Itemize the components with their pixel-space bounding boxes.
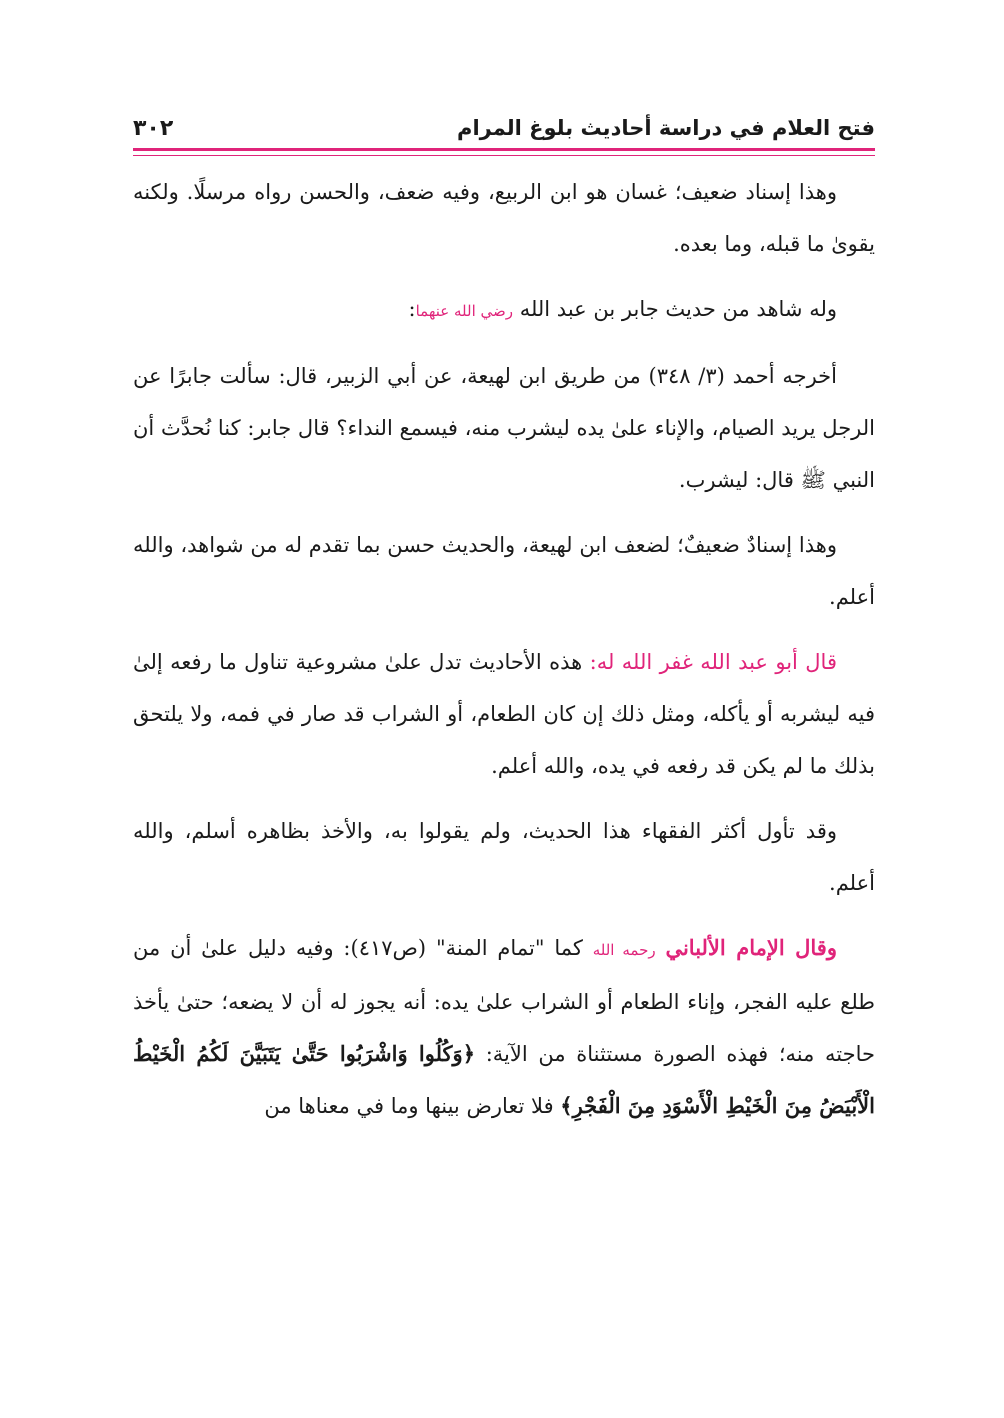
author-comment-lead: قال أبو عبد الله غفر الله له: — [589, 650, 837, 674]
book-reference: "تمام المنة" — [435, 936, 545, 960]
paragraph-5-text: هذه الأحاديث تدل علىٰ مشروعية تناول ما رفعه إلىٰ فيه ليشربه أو يأكله، ومثل ذلك إن كان الطعام، أو الشراب قد صار في فمه، ولا يلتحق بذلك ما لم يكن قد رفعه في يده، والله أعلم. — [133, 650, 875, 778]
paragraph-3: أخرجه أحمد (٣/ ٣٤٨) من طريق ابن لهيعة، عن أبي الزبير، قال: سألت جابرًا عن الرجل يريد الصيام، والإناء علىٰ يده ليشرب منه، فيسمع النداء؟ قال جابر: كنا نُحدَّث أن النبي ﷺ قال: ليشرب. — [133, 364, 875, 492]
paragraph-7-text-2: (ص٤١٧): وفيه دليل علىٰ أن من طلع عليه الفجر، وإناء الطعام أو الشراب علىٰ يده: أنه يجوز له أن لا يضعه؛ حتىٰ يأخذ حاجته منه؛ فهذه الصورة مستثناة من الآية: — [133, 936, 875, 1066]
paragraph-7 — [133, 922, 875, 1132]
book-title: فتح العلام في دراسة أحاديث بلوغ المرام — [457, 116, 875, 140]
paragraph-2-text: وله شاهد من حديث جابر بن عبد الله — [513, 297, 837, 321]
paragraph-5 — [133, 636, 875, 792]
page-number: ٣٠٢ — [133, 116, 174, 141]
honorific-glyph: رحمه الله — [592, 941, 656, 959]
page-header — [133, 110, 875, 150]
header-rule-thick — [133, 148, 875, 151]
paragraph-7-text-3: فلا تعارض بينها وما في معناها من — [264, 1094, 561, 1118]
paragraph-7-text-1: كما — [544, 936, 593, 960]
quran-verse: ﴿وَكُلُوا وَاشْرَبُوا حَتَّىٰ يَتَبَيَّنَ لَكُمُ الْخَيْطُ الْأَبْيَضُ مِنَ الْخَيْطِ الْأَسْوَدِ مِنَ الْفَجْرِ﴾ — [133, 1041, 875, 1118]
paragraph-2 — [133, 283, 875, 337]
paragraph-2-end: : — [408, 297, 416, 321]
paragraph-1: وهذا إسناد ضعيف؛ غسان هو ابن الربيع، وفيه ضعف، والحسن رواه مرسلًا. ولكنه يقوىٰ ما قبله، وما بعده. — [133, 180, 875, 256]
paragraph-4: وهذا إسنادٌ ضعيفٌ؛ لضعف ابن لهيعة، والحديث حسن بما تقدم له من شواهد، والله أعلم. — [133, 533, 875, 609]
page-body — [133, 166, 875, 1145]
albani-lead: وقال الإمام الألباني — [665, 935, 837, 960]
honorific-glyph: رضي الله عنهما — [415, 302, 514, 320]
header-rule-thin — [133, 155, 875, 156]
paragraph-6: وقد تأول أكثر الفقهاء هذا الحديث، ولم يقولوا به، والأخذ بظاهره أسلم، والله أعلم. — [133, 819, 875, 895]
